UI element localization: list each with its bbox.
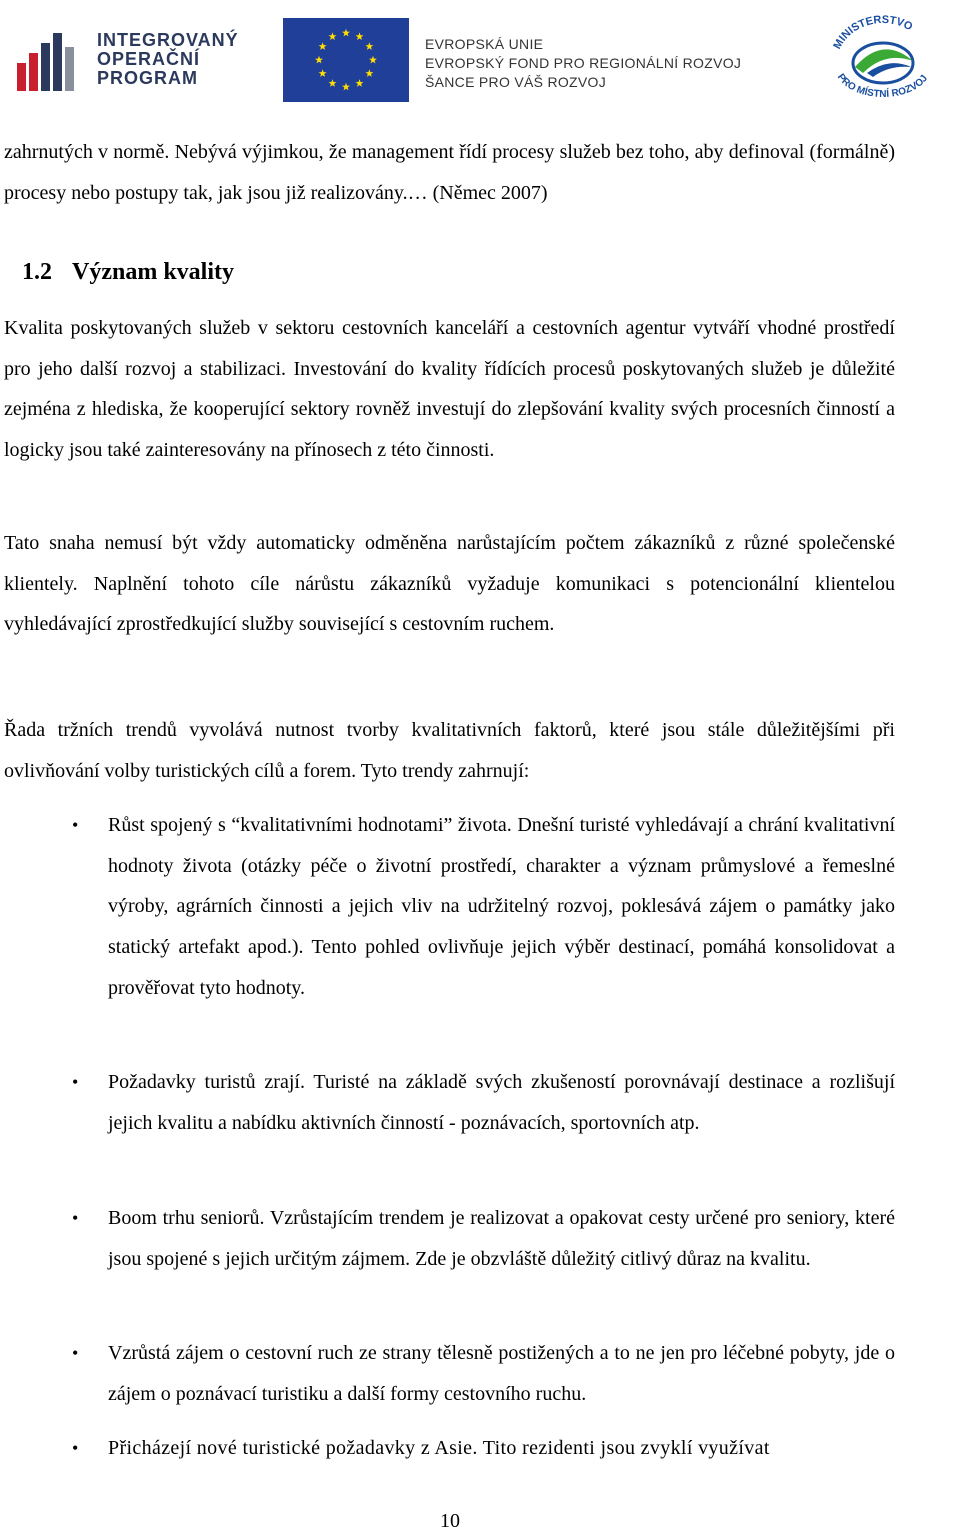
section-heading [22,252,254,292]
list-item: Vzrůstá zájem o cestovní ruch ze strany tělesně postižených a to ne jen pro léčebné pobyty, jde o zájem o poznávací turistiku a další formy cestovního ruchu. [108,1342,895,1405]
list-item: Požadavky turistů zrají. Turisté na základě svých zkušeností porovnávají destinace a rozlišují jejich kvalitu a nabídku aktivních činností - poznávacích, sportovních atp. [108,1071,895,1134]
iop-logo [17,31,277,93]
paragraph-quality: Kvalita poskytovaných služeb v sektoru cestovních kanceláří a cestovních agentur vytváří vhodné prostředí pro jeho další rozvoj a stabilizaci. Investování do kvality řídících procesů poskytovaných služeb je důležité zejména z hlediska, že kooperující sektory rovněž investují do zlepšování kvality svých procesních činností a logicky jsou také zainteresovány na přínosech z této činnosti. [4,317,895,462]
iop-line: PROGRAM [97,68,198,88]
paragraph-trends: Řada tržních trendů vyvolává nutnost tvorby kvalitativních faktorů, které jsou stále důležitějšími při ovlivňování volby turistických cílů a forem. Tyto trendy zahrnují: [4,719,895,782]
eu-logo-text [425,35,741,92]
header-logos [5,5,955,105]
bullet-symbol: • [72,1208,79,1228]
iop-line: INTEGROVANÝ [97,30,239,50]
bullet-symbol: • [72,1072,79,1092]
mmr-logo-icon [823,15,943,101]
eu-line: ŠANCE PRO VÁŠ ROZVOJ [425,74,607,90]
heading-title: Význam kvality [72,259,234,285]
intro-paragraph: zahrnutých v normě. Nebývá výjimkou, že management řídí procesy služeb bez toho, aby definoval (formálně) procesy nebo postupy tak, jak jsou již realizovány.… (Němec 2007) [4,141,895,204]
bullet-symbol: • [72,1343,79,1363]
iop-logo-text [97,31,239,88]
bullet-symbol: • [72,1438,79,1458]
mmr-top-arc: MINISTERSTVO [831,15,915,52]
list-item: Přicházejí nové turistické požadavky z Asie. Tito rezidenti jsou zvyklí využívat [108,1437,770,1459]
eu-line: EVROPSKÁ UNIE [425,36,544,52]
page-number: 10 [440,1510,460,1532]
list-item: Boom trhu seniorů. Vzrůstajícím trendem je realizovat a opakovat cesty určené pro seniory, které jsou spojené s jejich určitým zájmem. Zde je obzvláště důležitý citlivý důraz na kvalitu. [108,1207,895,1270]
mmr-bottom-arc: PRO MÍSTNÍ ROZVOJ [834,71,931,101]
heading-number: 1.2 [22,259,52,285]
iop-bars-icon [17,33,87,91]
list-item: Růst spojený s “kvalitativními hodnotami” života. Dnešní turisté vyhledávají a chrání kvalitativní hodnoty života (otázky péče o životní prostředí, charakter a význam průmyslové a řemeslné výroby, agrárních činnosti a jejich vliv na udržitelný rozvoj, poklesává zájem o památky jako statický artefakt apod.). Tento pohled ovlivňuje jejich výběr destinací, pomáhá konsolidovat a prověřovat tyto hodnoty. [108,814,895,999]
eu-line: EVROPSKÝ FOND PRO REGIONÁLNÍ ROZVOJ [425,55,742,71]
paragraph-effort: Tato snaha nemusí být vždy automaticky odměněna narůstajícím počtem zákazníků z různé společenské klientely. Naplnění tohoto cíle nárůstu zákazníků vyžaduje komunikaci s potencionální klientelou vyhledávající zprostředkující služby související s cestovním ruchem. [4,532,895,636]
iop-line: OPERAČNÍ [97,49,201,69]
eu-flag-icon [283,18,409,102]
bullet-symbol: • [72,815,79,835]
